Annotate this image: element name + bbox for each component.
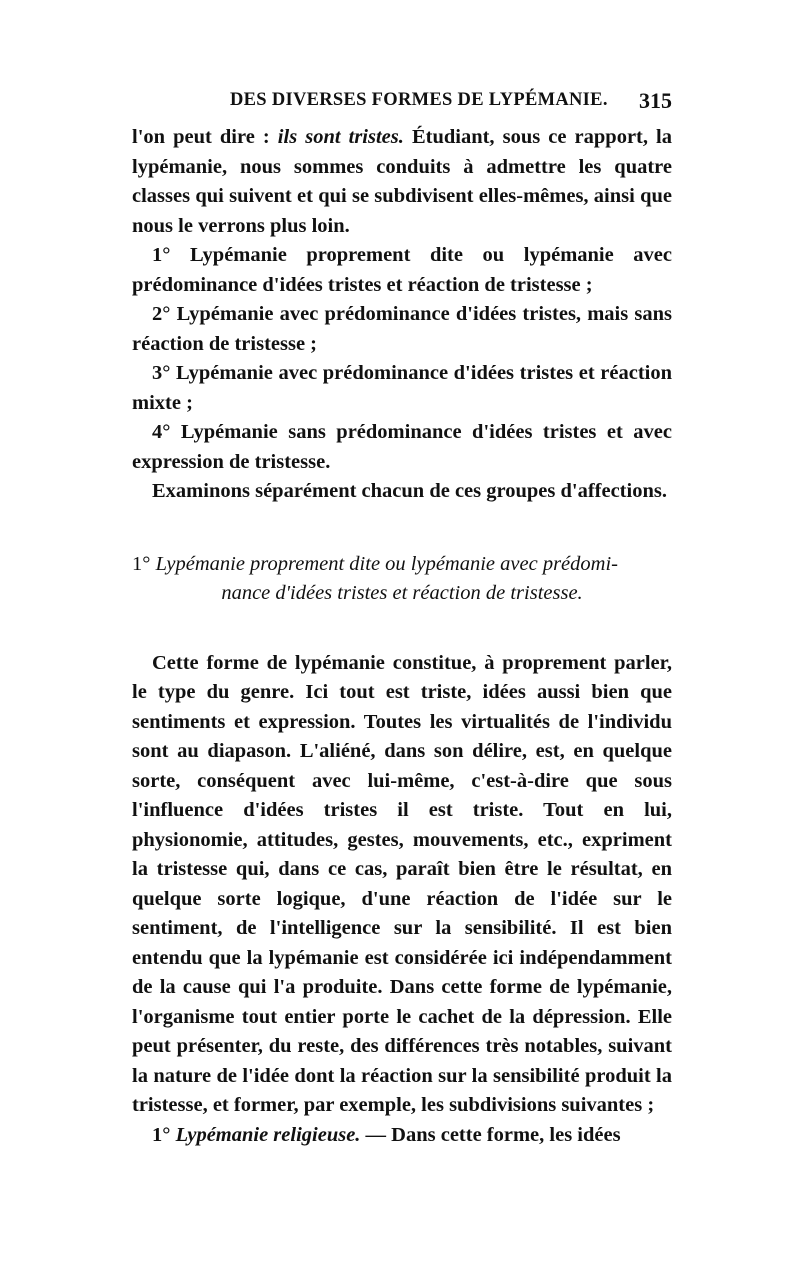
opening-rest: Étudiant, sous ce rapport, la lypémanie, nous sommes conduits à admettre les quatre classes qui suivent et qui se subdivisent elles-mêmes, ainsi que nous le verrons plus loin. [132,126,673,237]
running-head: DES DIVERSES FORMES DE LYPÉMANIE. [230,90,608,110]
list-item-2: 2° Lypémanie avec prédominance d'idées tristes, mais sans réaction de tristesse ; [132,303,672,355]
body-text [132,123,672,1150]
section-number: 1° [132,552,151,575]
section-paragraph: Cette forme de lypémanie constitue, à proprement parler, le type du genre. Ici tout est triste, idées aussi bien que sentiments et expression. Toutes les virtualités de l'individu sont au diapason. L'aliéné, dans son délire, est, en quelque sorte, conséquent avec lui-même, c'est-à-dire que sous l'influence d'idées tristes il est triste. Tout en lui, physionomie, attitudes, gestes, mouvements, etc., expriment la tristesse qui, dans ce cas, paraît bien être le résultat, en quelque sorte logique, d'une réaction de l'idée sur le sentiment, de l'intelligence sur la sensibilité. Il est bien entendu que la lypémanie est considérée ici indépendamment de la cause qui l'a produite. Dans cette forme de lypémanie, l'organisme tout entier porte le cachet de la dépression. Elle peut présenter, du reste, des différences très notables, suivant la nature de l'idée dont la réaction sur la sensibilité produit la tristesse, et former, par exemple, les subdivisions suivantes ; [132,651,672,1116]
subdivision-paragraph [132,1121,672,1151]
subdivision-text: — Dans cette forme, les idées [360,1123,621,1146]
subdivision-title: Lypémanie religieuse. [175,1123,361,1146]
list-item-4: 4° Lypémanie sans prédominance d'idées tristes et avec expression de tristesse. [132,421,672,473]
opening-italic: ils sont tristes. [277,126,404,148]
section-heading [132,550,672,609]
list-item-3: 3° Lypémanie avec prédominance d'idées tristes et réaction mixte ; [132,362,672,414]
section-title-line-1: Lypémanie proprement dite ou lypémanie avec prédomi- [150,552,618,575]
page-header [132,90,672,120]
section-title-line-2: nance d'idées tristes et réaction de tristesse. [221,582,583,604]
section-heading-line-1 [132,550,672,580]
list-item-1: 1° Lypémanie proprement dite ou lypémanie avec prédominance d'idées tristes et réaction de tristesse ; [132,244,672,296]
examine-paragraph: Examinons séparément chacun de ces groupes d'affections. [152,480,667,502]
page-number: 315 [639,88,672,113]
opening-text: l'on peut dire : [132,126,278,148]
subdivision-number: 1° [152,1123,176,1146]
opening-paragraph [132,123,672,241]
